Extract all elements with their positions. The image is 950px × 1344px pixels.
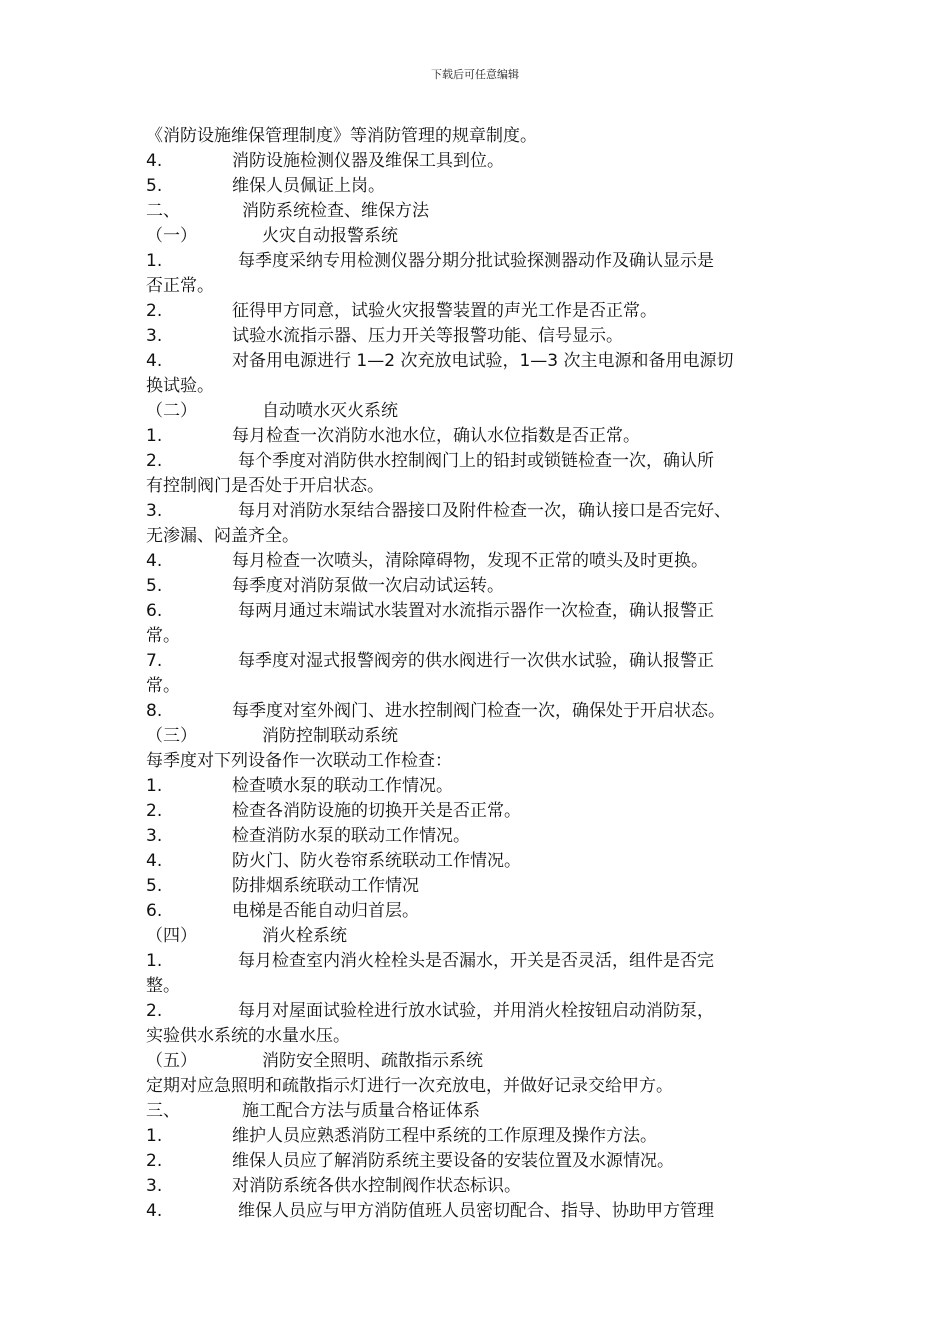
paragraph-line <box>146 1074 846 1099</box>
line-text: 《消防设施维保管理制度》等消防管理的规章制度。 <box>146 126 537 146</box>
item-number: 2. <box>146 451 163 471</box>
list-item <box>146 149 846 174</box>
item-text: 每月检查一次消防水池水位，确认水位指数是否正常。 <box>232 426 640 446</box>
item-text: 防火门、防火卷帘系统联动工作情况。 <box>232 851 521 871</box>
paragraph-line <box>146 674 846 699</box>
list-item <box>146 424 846 449</box>
item-text: 征得甲方同意，试验火灾报警装置的声光工作是否正常。 <box>232 301 657 321</box>
subsection-title: 消防控制联动系统 <box>262 726 398 746</box>
subsection-title: 自动喷水灭火系统 <box>262 401 398 421</box>
list-item <box>146 999 846 1024</box>
list-item <box>146 599 846 624</box>
list-item <box>146 174 846 199</box>
item-text: 每月对消防水泵结合器接口及附件检查一次，确认接口是否完好、 <box>238 501 731 521</box>
subsection-heading <box>146 924 846 949</box>
item-text: 消防设施检测仪器及维保工具到位。 <box>232 151 504 171</box>
section-number: 三、 <box>146 1101 180 1121</box>
subsection-heading <box>146 1049 846 1074</box>
paragraph-line <box>146 374 846 399</box>
list-item <box>146 824 846 849</box>
line-text: 否正常。 <box>146 276 214 296</box>
list-item <box>146 849 846 874</box>
list-item <box>146 649 846 674</box>
list-item <box>146 299 846 324</box>
paragraph-line <box>146 749 846 774</box>
subsection-title: 火灾自动报警系统 <box>262 226 398 246</box>
paragraph-line <box>146 124 846 149</box>
subsection-heading <box>146 399 846 424</box>
item-number: 4. <box>146 851 163 871</box>
paragraph-line <box>146 474 846 499</box>
item-text: 每月检查室内消火栓栓头是否漏水，开关是否灵活，组件是否完 <box>238 951 714 971</box>
item-text: 每月对屋面试验栓进行放水试验，并用消火栓按钮启动消防泵， <box>238 1001 714 1021</box>
section-number: 二、 <box>146 201 180 221</box>
paragraph-line <box>146 524 846 549</box>
subsection-heading <box>146 724 846 749</box>
item-number: 5. <box>146 176 163 196</box>
item-number: 4. <box>146 351 163 371</box>
item-text: 防排烟系统联动工作情况 <box>232 876 419 896</box>
item-text: 试验水流指示器、压力开关等报警功能、信号显示。 <box>232 326 623 346</box>
item-text: 检查喷水泵的联动工作情况。 <box>232 776 453 796</box>
subsection-number: （四） <box>146 926 197 946</box>
section-title: 消防系统检查、维保方法 <box>242 201 429 221</box>
item-number: 5. <box>146 876 163 896</box>
list-item <box>146 799 846 824</box>
line-text: 常。 <box>146 676 180 696</box>
item-number: 1. <box>146 426 163 446</box>
subsection-number: （五） <box>146 1051 197 1071</box>
list-item <box>146 949 846 974</box>
item-number: 2. <box>146 1151 163 1171</box>
item-number: 8. <box>146 701 163 721</box>
line-text: 定期对应急照明和疏散指示灯进行一次充放电，并做好记录交给甲方。 <box>146 1076 673 1096</box>
item-text: 电梯是否能自动归首层。 <box>232 901 419 921</box>
subsection-heading <box>146 224 846 249</box>
list-item <box>146 874 846 899</box>
line-text: 有控制阀门是否处于开启状态。 <box>146 476 384 496</box>
line-text: 无渗漏、闷盖齐全。 <box>146 526 299 546</box>
line-text: 常。 <box>146 626 180 646</box>
item-number: 3. <box>146 326 163 346</box>
item-number: 1. <box>146 951 163 971</box>
item-text: 每季度采纳专用检测仪器分期分批试验探测器动作及确认显示是 <box>238 251 714 271</box>
item-number: 4. <box>146 1201 163 1221</box>
item-number: 6. <box>146 901 163 921</box>
item-number: 3. <box>146 501 163 521</box>
item-number: 1. <box>146 1126 163 1146</box>
item-text: 对消防系统各供水控制阀作状态标识。 <box>232 1176 521 1196</box>
list-item <box>146 699 846 724</box>
section-heading <box>146 1099 846 1124</box>
line-text: 整。 <box>146 976 180 996</box>
section-title: 施工配合方法与质量合格证体系 <box>242 1101 480 1121</box>
subsection-title: 消防安全照明、疏散指示系统 <box>262 1051 483 1071</box>
paragraph-line <box>146 974 846 999</box>
list-item <box>146 1174 846 1199</box>
list-item <box>146 324 846 349</box>
item-number: 6. <box>146 601 163 621</box>
list-item <box>146 249 846 274</box>
item-text: 维保人员佩证上岗。 <box>232 176 385 196</box>
item-number: 1. <box>146 776 163 796</box>
list-item <box>146 899 846 924</box>
item-number: 3. <box>146 1176 163 1196</box>
line-text: 每季度对下列设备作一次联动工作检查： <box>146 751 452 771</box>
item-number: 3. <box>146 826 163 846</box>
item-number: 2. <box>146 1001 163 1021</box>
list-item <box>146 1149 846 1174</box>
subsection-number: （一） <box>146 226 197 246</box>
paragraph-line <box>146 1024 846 1049</box>
item-text: 对备用电源进行 1—2 次充放电试验，1—3 次主电源和备用电源切 <box>232 351 734 371</box>
item-number: 4. <box>146 151 163 171</box>
item-text: 每季度对消防泵做一次启动试运转。 <box>232 576 504 596</box>
list-item <box>146 1124 846 1149</box>
paragraph-line <box>146 274 846 299</box>
item-text: 维保人员应与甲方消防值班人员密切配合、指导、协助甲方管理 <box>238 1201 714 1221</box>
page-header: 下载后可任意编辑 <box>431 68 519 81</box>
list-item <box>146 574 846 599</box>
paragraph-line <box>146 624 846 649</box>
item-text: 每月检查一次喷头，清除障碍物，发现不正常的喷头及时更换。 <box>232 551 708 571</box>
item-number: 2. <box>146 801 163 821</box>
item-text: 每季度对湿式报警阀旁的供水阀进行一次供水试验，确认报警正 <box>238 651 714 671</box>
item-text: 每季度对室外阀门、进水控制阀门检查一次，确保处于开启状态。 <box>232 701 725 721</box>
item-text: 维保人员应了解消防系统主要设备的安装位置及水源情况。 <box>232 1151 674 1171</box>
item-number: 5. <box>146 576 163 596</box>
line-text: 换试验。 <box>146 376 214 396</box>
list-item <box>146 774 846 799</box>
line-text: 实验供水系统的水量水压。 <box>146 1026 350 1046</box>
item-text: 每个季度对消防供水控制阀门上的铅封或锁链检查一次，确认所 <box>238 451 714 471</box>
item-number: 7. <box>146 651 163 671</box>
item-text: 维护人员应熟悉消防工程中系统的工作原理及操作方法。 <box>232 1126 657 1146</box>
subsection-number: （三） <box>146 726 197 746</box>
list-item <box>146 499 846 524</box>
item-text: 检查各消防设施的切换开关是否正常。 <box>232 801 521 821</box>
item-number: 4. <box>146 551 163 571</box>
item-number: 1. <box>146 251 163 271</box>
item-text: 检查消防水泵的联动工作情况。 <box>232 826 470 846</box>
subsection-title: 消火栓系统 <box>262 926 347 946</box>
list-item <box>146 549 846 574</box>
list-item <box>146 449 846 474</box>
list-item <box>146 349 846 374</box>
item-number: 2. <box>146 301 163 321</box>
list-item <box>146 1199 846 1224</box>
subsection-number: （二） <box>146 401 197 421</box>
item-text: 每两月通过末端试水装置对水流指示器作一次检查，确认报警正 <box>238 601 714 621</box>
section-heading <box>146 199 846 224</box>
document-body <box>146 124 846 1224</box>
